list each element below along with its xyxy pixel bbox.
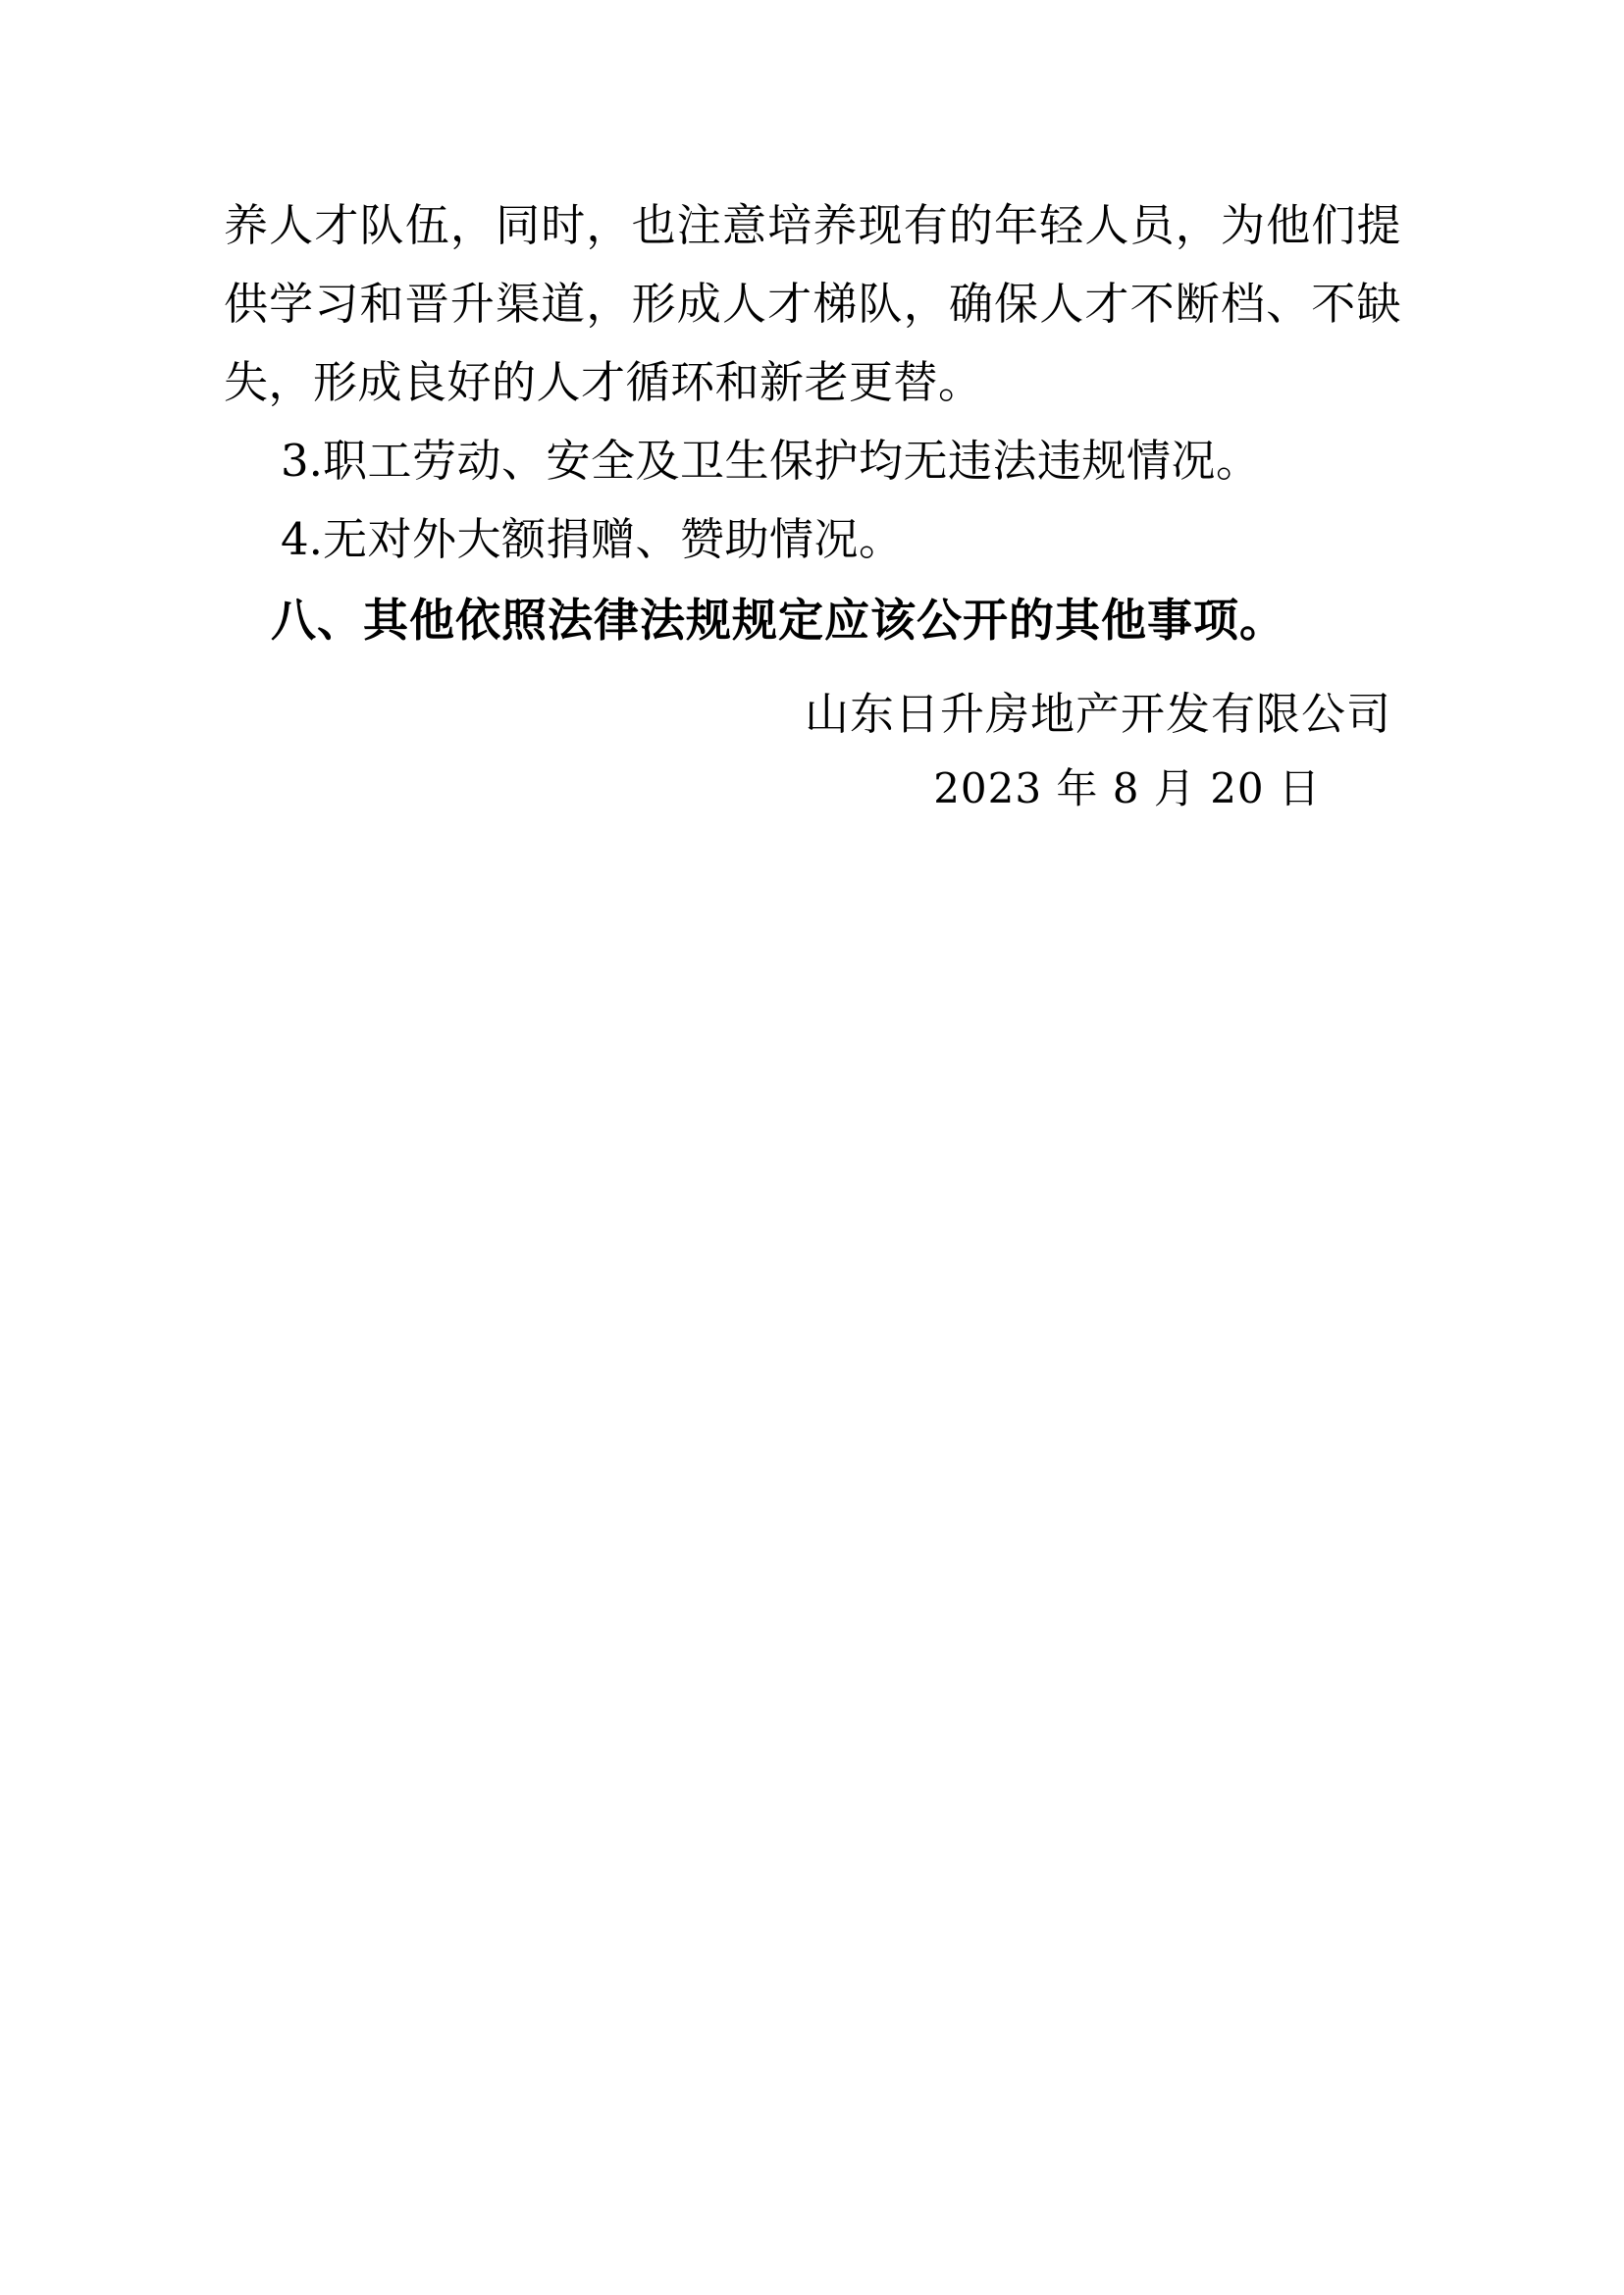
list-item	[224, 422, 1401, 500]
document-body	[224, 186, 1401, 661]
signature-block	[224, 677, 1401, 826]
paragraph-continued: 养人才队伍，同时，也注意培养现有的年轻人员，为他们提供学习和晋升渠道，形成人才梯队，确保人才不断档、不缺失，形成良好的人才循环和新老更替。	[224, 199, 1401, 408]
list-item	[224, 500, 1401, 579]
list-item-number: 3.	[281, 435, 323, 487]
list-item-number: 4.	[281, 513, 323, 565]
signature-company-name: 山东日升房地产开发有限公司	[804, 688, 1391, 740]
signature-date: 2023 年 8 月 20 日	[933, 764, 1321, 812]
list-item-text: 无对外大额捐赠、赞助情况。	[322, 513, 904, 565]
list-item-text: 职工劳动、安全及卫生保护均无违法违规情况。	[322, 435, 1261, 487]
section-heading: 八、其他依照法律法规规定应该公开的其他事项。	[271, 594, 1285, 647]
